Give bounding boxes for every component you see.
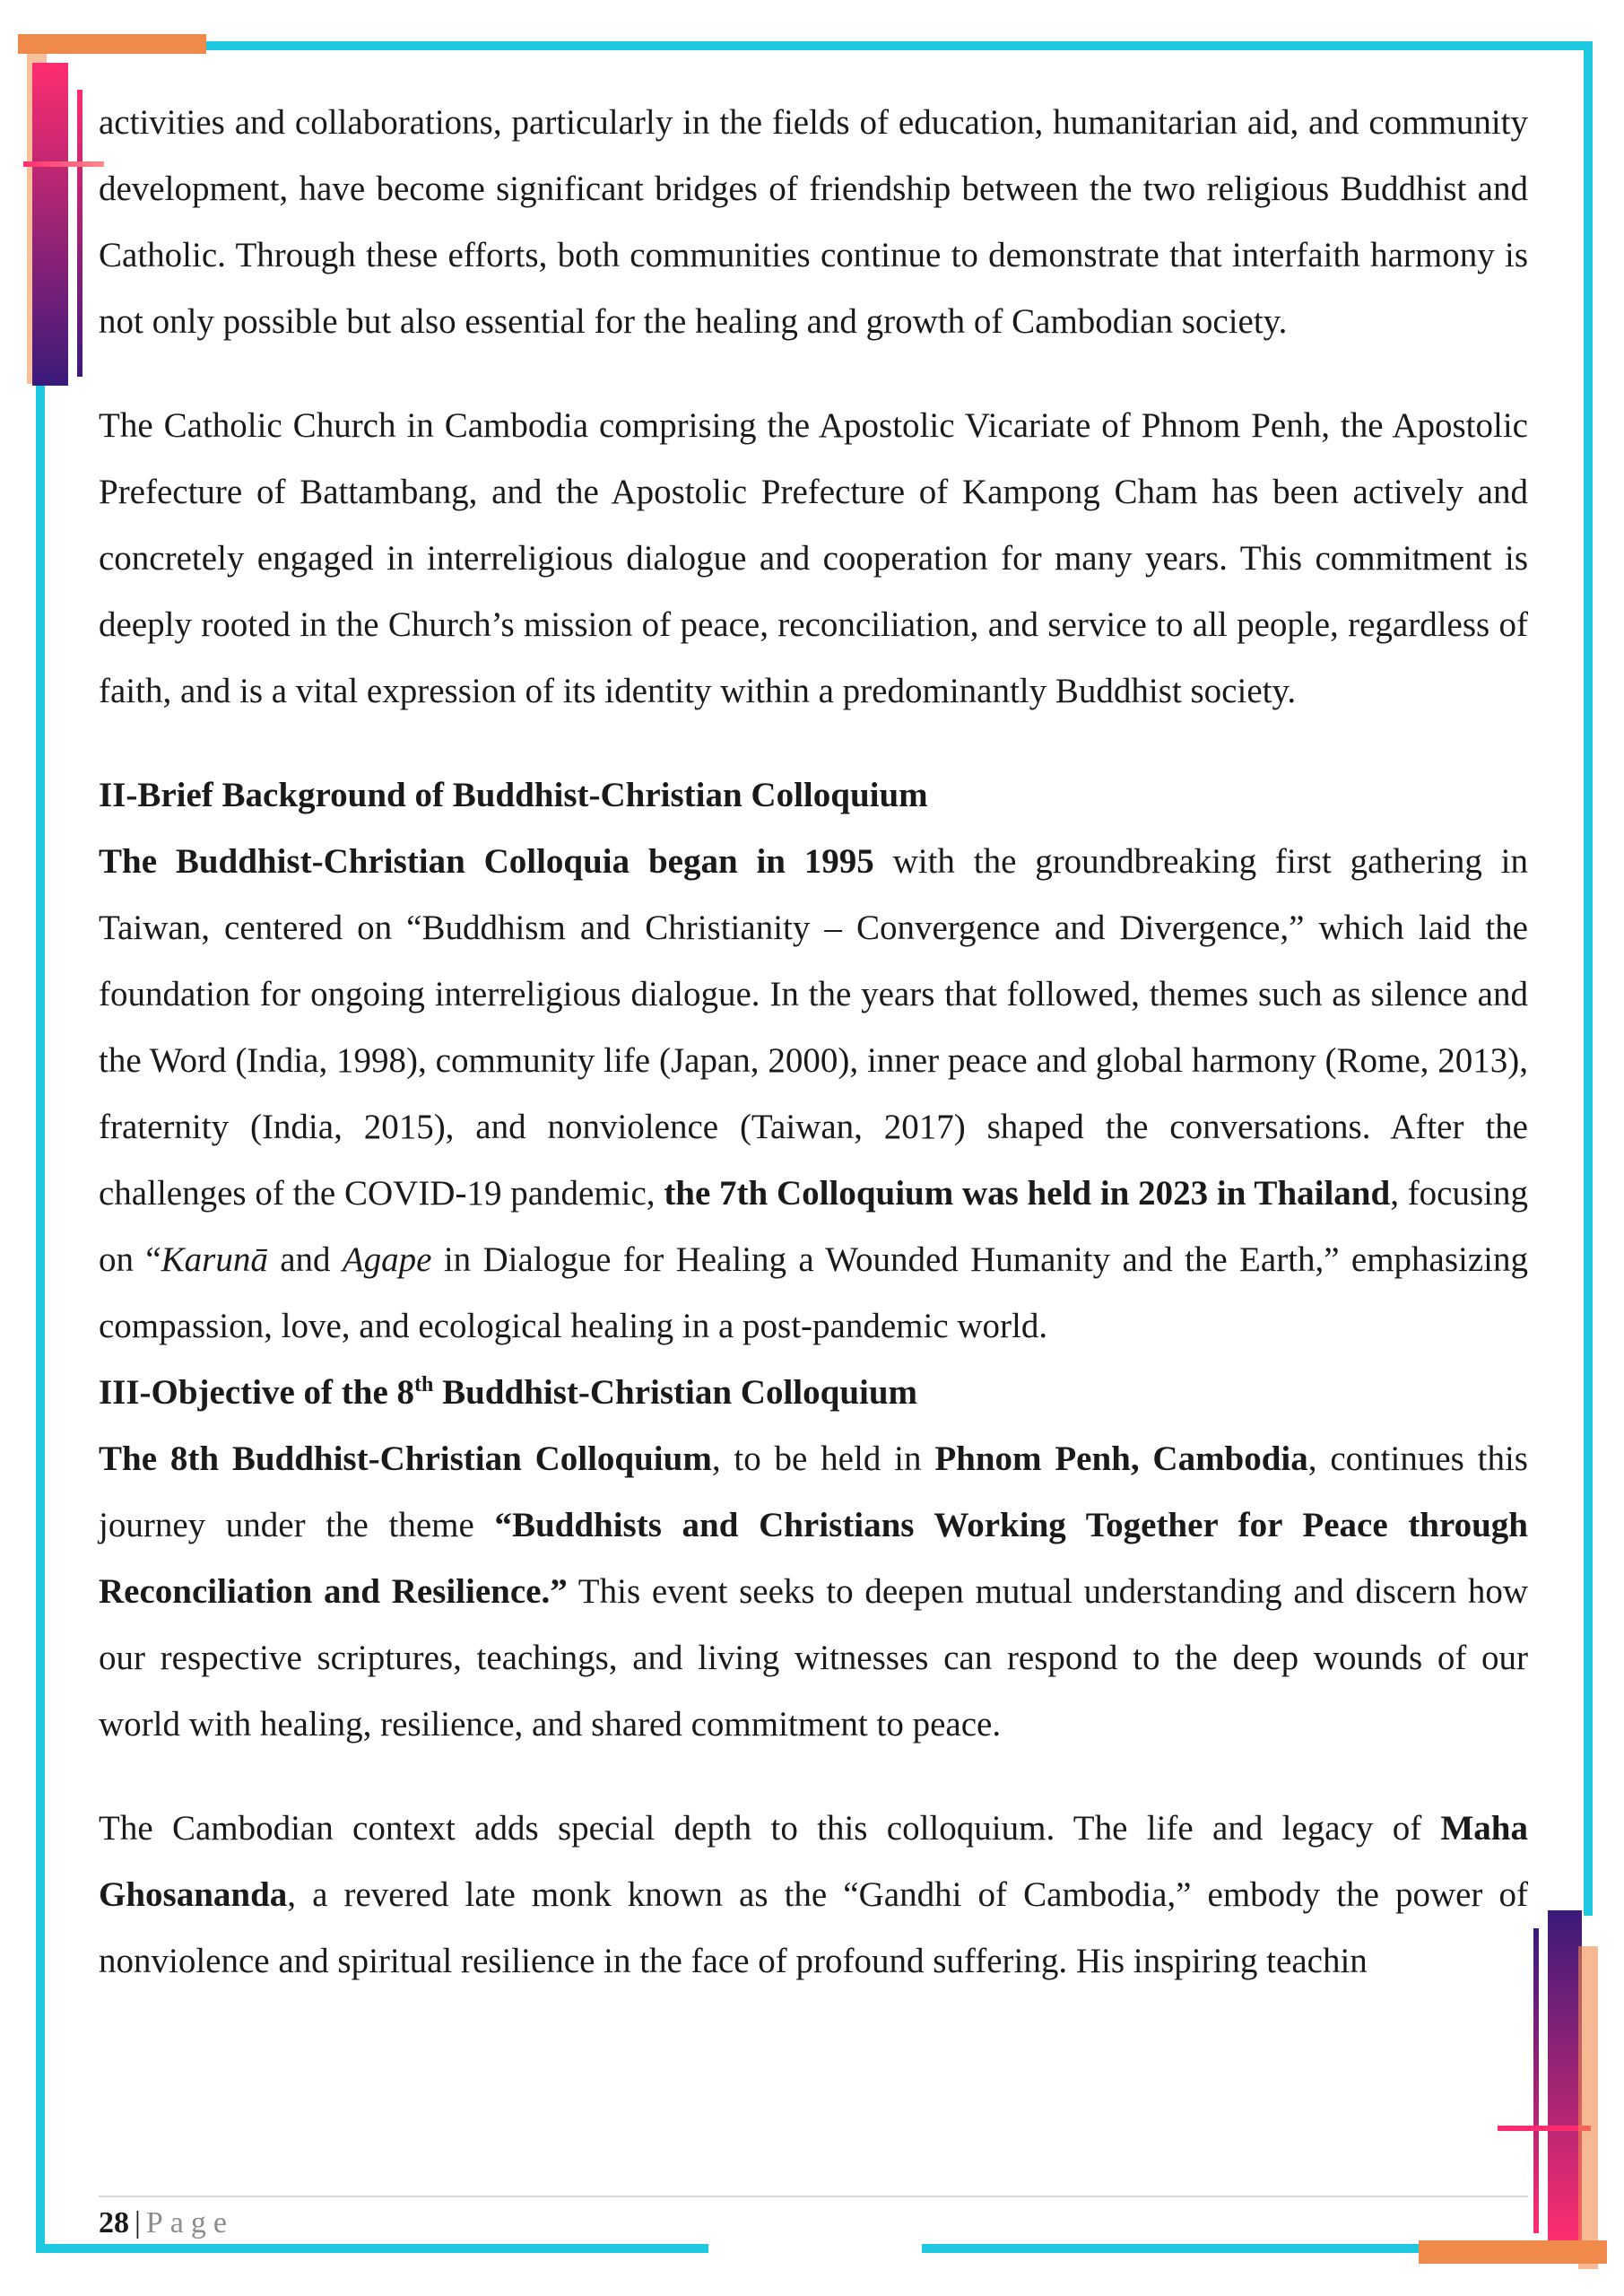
page-number: 28 [99, 2206, 129, 2239]
bold-theme: “Buddhists and Christians Working Together for Peace through Reconciliation and Resilience.” [99, 1506, 1528, 1611]
frame-right [1584, 41, 1593, 1916]
frame-bottom-right [922, 2244, 1424, 2253]
paragraph-intro-continued: activities and collaborations, particularly in the fields of education, humanitarian aid, and community development, have become significant bridges of friendship between the two religious Buddhist and Catholic. Through these efforts, both communities continue to demonstrate that interfaith harmony is not only possible but also essential for the healing and growth of Cambodian society. [99, 103, 1528, 341]
heading-section-2: II-Brief Background of Buddhist-Christian Colloquium [99, 776, 928, 814]
page-content [99, 90, 1528, 1995]
bold-location: Phnom Penh, Cambodia [934, 1439, 1308, 1478]
heading-section-3: III-Objective of the 8th Buddhist-Christian Colloquium [99, 1373, 918, 1412]
italic-agape: Agape [342, 1240, 432, 1279]
frame-top [199, 41, 1593, 50]
footer-separator: | [135, 2206, 141, 2239]
bold-7th-colloquium: the 7th Colloquium was held in 2023 in Thailand [664, 1174, 1391, 1213]
paragraph-8th-colloquium: The 8th Buddhist-Christian Colloquium, to be held in Phnom Penh, Cambodia, continues this journey under the theme “Buddhists and Christians Working Together for Peace through Reconciliation and Resilience.” This event seeks to deepen mutual understanding and discern how our respective scriptures, teachings, and living witnesses can respond to the deep wounds of our world with healing, resilience, and shared commitment to peace. [99, 1439, 1528, 1744]
page-label: Page [145, 2206, 234, 2239]
paragraph-cambodian-context: The Cambodian context adds special depth to this colloquium. The life and legacy of Maha Ghosananda, a revered late monk known as the “Gandhi of Cambodia,” embody the power of nonviolence and spiritual resilience in the face of profound suffering. His inspiring teachin [99, 1809, 1528, 1980]
page-footer [99, 2196, 1528, 2242]
bold-8th-colloquium: The 8th Buddhist-Christian Colloquium [99, 1439, 712, 1478]
paragraph-colloquium-background: The Buddhist-Christian Colloquia began in 1995 with the groundbreaking first gathering in Taiwan, centered on “Buddhism and Christianity – Convergence and Divergence,” which laid the foundation for ongoing interreligious dialogue. In the years that followed, themes such as silence and the Word (India, 1998), community life (Japan, 2000), inner peace and global harmony (Rome, 2013), fraternity (India, 2015), and nonviolence (Taiwan, 2017) shaped the conversations. After the challenges of the COVID-19 pandemic, the 7th Colloquium was held in 2023 in Thailand, focusing on “Karunā and Agape in Dialogue for Healing a Wounded Humanity and the Earth,” emphasizing compassion, love, and ecological healing in a post-pandemic world. [99, 842, 1529, 1345]
bold-maha-ghosananda: Maha Ghosananda [99, 1809, 1528, 1914]
paragraph-catholic-church: The Catholic Church in Cambodia comprising the Apostolic Vicariate of Phnom Penh, the Apostolic Prefecture of Battambang, and the Apostolic Prefecture of Kampong Cham has been actively and concretely engaged in interreligious dialogue and cooperation for many years. This commitment is deeply rooted in the Church’s mission of peace, reconciliation, and service to all people, regardless of faith, and is a vital expression of its identity within a predominantly Buddhist society. [99, 406, 1528, 710]
frame-left [36, 377, 45, 2253]
italic-karuna: Karunā [161, 1240, 268, 1279]
bold-lead: The Buddhist-Christian Colloquia began in 1995 [99, 842, 874, 881]
frame-bottom-left [36, 2244, 708, 2253]
